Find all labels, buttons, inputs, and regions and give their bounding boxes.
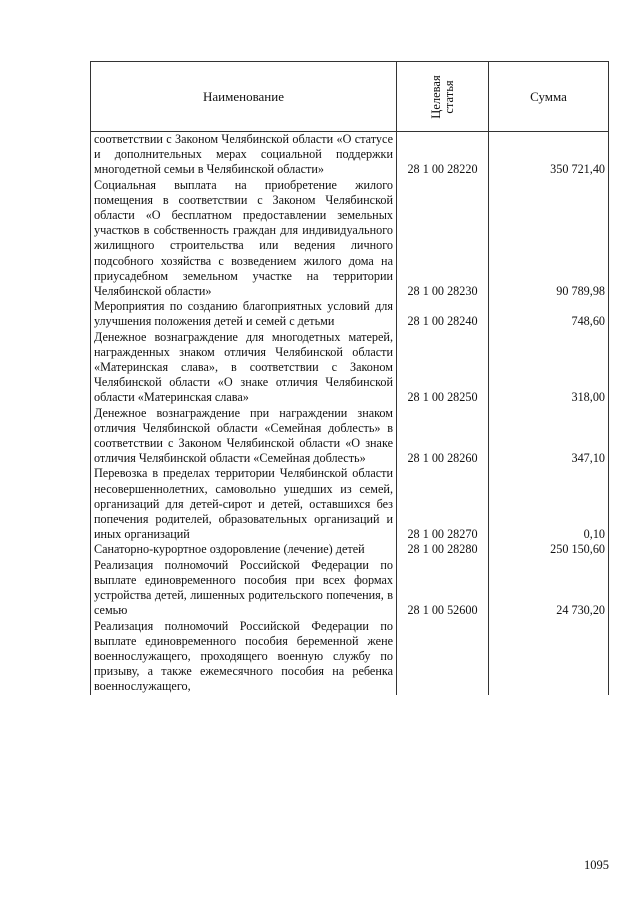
row-code: 28 1 00 28250	[397, 330, 489, 406]
row-name: Социальная выплата на приобретение жилого помещения в соответствии с Законом Челябинской области «О бесплатном предоставлении земельных участков в собственность граждан для индивидуального жилищного строительства или ведения личного подсобного хозяйства с возведением жилого дома на приусадебном земельном участке на территории Челябинской области»	[91, 178, 397, 300]
table-header-row	[91, 62, 609, 132]
row-sum	[489, 619, 609, 695]
table-row	[91, 466, 609, 542]
row-code	[397, 619, 489, 695]
row-name: Перевозка в пределах территории Челябинской области несовершеннолетних, самовольно ушедших из семей, организаций для детей-сирот и детей, оставшихся без попечения родителей, образовательных организаций и иных организаций	[91, 466, 397, 542]
header-code-line2: статья	[441, 79, 456, 114]
row-name: Санаторно-курортное оздоровление (лечение) детей	[91, 542, 397, 557]
row-code: 28 1 00 28220	[397, 132, 489, 178]
row-sum: 318,00	[489, 330, 609, 406]
row-code: 28 1 00 28230	[397, 178, 489, 300]
row-code: 28 1 00 28270	[397, 466, 489, 542]
row-sum: 748,60	[489, 299, 609, 329]
row-sum: 24 730,20	[489, 558, 609, 619]
row-sum: 90 789,98	[489, 178, 609, 300]
row-code: 28 1 00 28240	[397, 299, 489, 329]
row-name: соответствии с Законом Челябинской области «О статусе и дополнительных мерах социальной поддержки многодетной семьи в Челябинской области»	[91, 132, 397, 178]
table-row	[91, 132, 609, 178]
table-row	[91, 299, 609, 329]
table-row	[91, 406, 609, 467]
page-number: 1095	[584, 858, 609, 872]
row-name: Денежное вознаграждение для многодетных матерей, награжденных знаком отличия Челябинской области «Материнская слава», в соответствии с Законом Челябинской области «О знаке отличия Челябинской области «Материнская слава»	[91, 330, 397, 406]
row-sum: 0,10	[489, 466, 609, 542]
table-row	[91, 178, 609, 300]
row-sum: 250 150,60	[489, 542, 609, 557]
table-row	[91, 558, 609, 619]
row-name: Мероприятия по созданию благоприятных условий для улучшения положения детей и семей с детьми	[91, 299, 397, 329]
row-sum: 347,10	[489, 406, 609, 467]
header-sum: Сумма	[489, 62, 609, 132]
row-name: Реализация полномочий Российской Федерации по выплате единовременного пособия при всех формах устройства детей, лишенных родительского попечения, в семью	[91, 558, 397, 619]
header-name: Наименование	[91, 62, 397, 132]
budget-table	[90, 61, 609, 695]
row-code: 28 1 00 28280	[397, 542, 489, 557]
row-name: Денежное вознаграждение при награждении знаком отличия Челябинской области «Семейная доблесть» в соответствии с Законом Челябинской области «О знаке отличия Челябинской области «Семейная доблесть»	[91, 406, 397, 467]
table-row	[91, 542, 609, 557]
row-code: 28 1 00 52600	[397, 558, 489, 619]
row-sum: 350 721,40	[489, 132, 609, 178]
table-row	[91, 619, 609, 695]
header-code	[397, 62, 489, 132]
row-name: Реализация полномочий Российской Федерации по выплате единовременного пособия беременной жене военнослужащего, проходящего военную службу по призыву, а также ежемесячного пособия на ребенка военнослужащего,	[91, 619, 397, 695]
table-row	[91, 330, 609, 406]
row-code: 28 1 00 28260	[397, 406, 489, 467]
header-code-line1: Целевая	[428, 74, 443, 119]
